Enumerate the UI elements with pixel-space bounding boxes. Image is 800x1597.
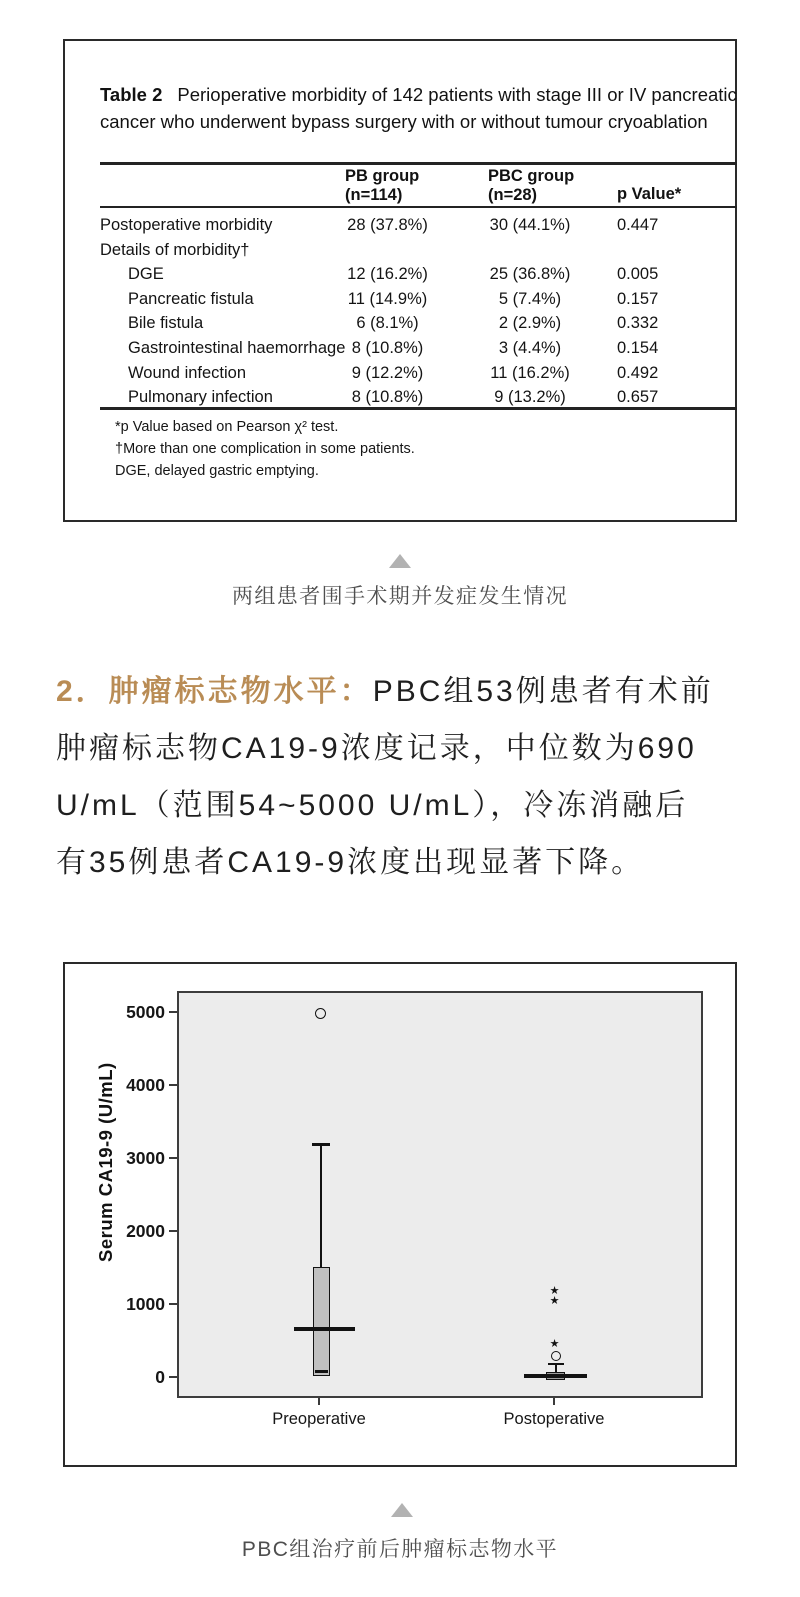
table-rule-header — [100, 206, 737, 208]
table-rule-bottom — [100, 407, 737, 410]
table-title-label: Table 2 — [100, 84, 163, 105]
pbc-value — [460, 238, 600, 263]
p-value: 0.154 — [617, 338, 659, 357]
paragraph-line: 肿瘤标志物CA19-9浓度记录，中位数为690 — [56, 732, 697, 765]
extreme-outlier-star-postoperative: ★ — [549, 1338, 560, 1350]
p-value: 0.157 — [617, 289, 659, 308]
pb-value: 6 (8.1%) — [356, 314, 419, 333]
extreme-outlier-star-postoperative: ★ — [549, 1285, 560, 1297]
row-label: Gastrointestinal haemorrhage — [128, 338, 346, 357]
p-value — [600, 238, 735, 263]
table2-figure — [63, 39, 737, 522]
table-row — [65, 238, 735, 263]
y-tick-mark — [169, 1230, 177, 1232]
pbc-value: 30 (44.1%) — [489, 216, 571, 234]
table-header-pb-group — [315, 167, 460, 205]
table-header-pvalue: p Value* — [617, 185, 682, 203]
table-footnotes — [115, 416, 715, 482]
y-tick-mark — [169, 1084, 177, 1086]
boxplot-figure — [63, 962, 737, 1467]
pb-value: 28 (37.8%) — [347, 216, 428, 234]
p-value: 0.492 — [617, 363, 659, 382]
table-body — [65, 213, 735, 410]
pb-value: 9 (12.2%) — [351, 363, 424, 382]
y-tick-mark — [169, 1011, 177, 1013]
paragraph-line — [56, 663, 762, 720]
pbc-group-n: (n=28) — [488, 186, 538, 204]
pb-value — [315, 238, 460, 263]
y-tick-mark — [169, 1376, 177, 1378]
table-row — [65, 287, 735, 312]
table-row — [65, 361, 735, 386]
table-row — [65, 336, 735, 361]
y-axis-title: Serum CA19-9 (U/mL) — [95, 1062, 116, 1262]
pbc-value: 11 (16.2%) — [490, 363, 570, 382]
x-tick-mark — [318, 1398, 320, 1405]
outlier-circle-postoperative — [551, 1351, 561, 1361]
table-header-row — [65, 165, 735, 205]
footnote: †More than one complication in some patients. — [115, 441, 415, 457]
chart-caption: PBC组治疗前后肿瘤标志物水平 — [241, 1538, 559, 1561]
table-row — [65, 262, 735, 287]
pb-group-n: (n=114) — [345, 186, 403, 204]
pb-value: 8 (10.8%) — [351, 338, 424, 357]
pbc-value: 25 (36.8%) — [489, 265, 571, 284]
y-tick-label: 0 — [155, 1367, 165, 1387]
iqr-box-preoperative — [313, 1267, 330, 1376]
extreme-outlier-star-postoperative: ★ — [549, 1295, 560, 1307]
plot-area — [177, 991, 703, 1398]
pbc-value: 3 (4.4%) — [498, 338, 562, 357]
row-label: Pulmonary infection — [128, 388, 273, 407]
pbc-value: 2 (2.9%) — [498, 314, 562, 333]
p-value: 0.447 — [617, 216, 659, 234]
y-tick-label: 2000 — [126, 1221, 165, 1241]
median-line-preoperative — [294, 1327, 355, 1331]
y-tick-label: 5000 — [126, 1002, 165, 1022]
whisker-line-preoperative — [320, 1145, 322, 1267]
paragraph-heading: 2．肿瘤标志物水平： — [56, 675, 373, 708]
pbc-group-label: PBC group — [488, 167, 575, 185]
x-tick-mark — [553, 1398, 555, 1405]
y-tick-mark — [169, 1303, 177, 1305]
y-tick-mark — [169, 1157, 177, 1159]
row-label: Postoperative morbidity — [100, 216, 273, 234]
table-row — [65, 213, 735, 238]
table-caption: 两组患者围手术期并发症发生情况 — [232, 585, 568, 608]
row-label: Wound infection — [128, 363, 247, 382]
pb-value: 12 (16.2%) — [347, 265, 428, 284]
p-value: 0.005 — [617, 265, 659, 284]
footnote: *p Value based on Pearson χ² test. — [115, 419, 339, 435]
pbc-value: 5 (7.4%) — [498, 289, 562, 308]
paragraph-text: PBC组53例患者有术前 — [372, 675, 714, 708]
pb-value: 8 (10.8%) — [351, 388, 424, 407]
median-line-postoperative — [524, 1374, 587, 1378]
paragraph-line: U/mL（范围54~5000 U/mL），冷冻消融后 — [56, 789, 689, 822]
body-paragraph — [56, 663, 762, 891]
paragraph-line: 有35例患者CA19-9浓度出现显著下降。 — [56, 846, 645, 879]
row-label: Pancreatic fistula — [128, 289, 254, 308]
row-label: Bile fistula — [128, 314, 204, 333]
table-header-pbc-group — [460, 167, 600, 205]
table-title-text: Perioperative morbidity of 142 patients with stage III or IV pancreatic cancer who underwent bypass surgery with or without tumour cryoablation — [100, 84, 737, 132]
footnote: DGE, delayed gastric emptying. — [115, 463, 319, 479]
outlier-circle-preoperative — [315, 1008, 326, 1019]
p-value: 0.332 — [617, 314, 659, 333]
y-tick-label: 1000 — [126, 1294, 165, 1314]
caption-triangle-icon — [389, 554, 411, 568]
x-category-label: Preoperative — [272, 1410, 366, 1428]
y-tick-label: 4000 — [126, 1075, 165, 1095]
table-title — [100, 81, 745, 135]
y-tick-label: 3000 — [126, 1148, 165, 1168]
row-label: DGE — [128, 265, 164, 284]
whisker-cap-low-preoperative — [315, 1370, 328, 1373]
row-label: Details of morbidity† — [100, 240, 250, 259]
x-category-label: Postoperative — [503, 1410, 605, 1428]
pb-value: 11 (14.9%) — [347, 289, 428, 308]
caption-triangle-icon — [391, 1503, 413, 1517]
p-value: 0.657 — [617, 388, 659, 407]
pb-group-label: PB group — [345, 167, 420, 185]
table-row — [65, 311, 735, 336]
pbc-value: 9 (13.2%) — [494, 388, 566, 407]
